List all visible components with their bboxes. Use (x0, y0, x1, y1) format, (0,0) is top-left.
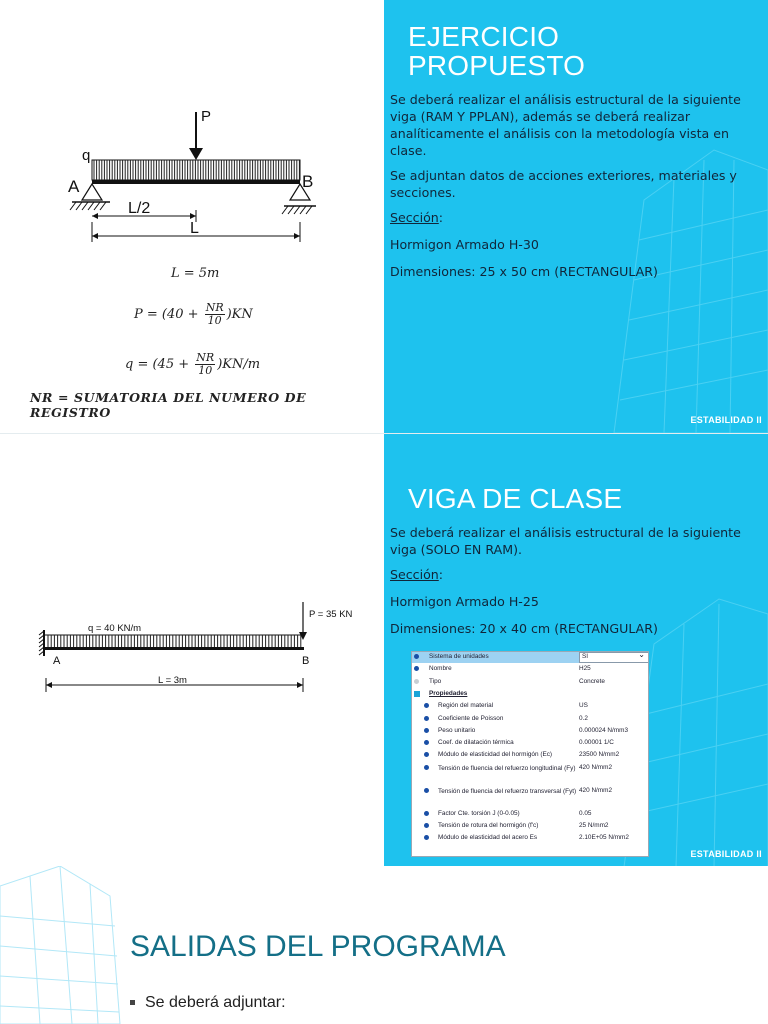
property-row[interactable] (412, 664, 648, 675)
label-span: L = 3m (158, 675, 187, 686)
property-key: Sistema de unidades (429, 653, 489, 660)
property-key: Factor Cte. torsión J (0-0.05) (438, 809, 520, 817)
slide1-title: EJERCICIO PROPUESTO (408, 21, 586, 81)
slide-ejercicio-propuesto (0, 0, 768, 433)
slide2-section-heading: Sección: (390, 567, 444, 582)
property-key: Coeficiente de Poisson (438, 714, 504, 722)
property-row[interactable] (412, 738, 648, 749)
property-row[interactable] (412, 701, 648, 712)
property-value: Concrete (579, 677, 605, 685)
property-value: H25 (579, 665, 591, 673)
property-value: 420 N/mm2 (579, 786, 613, 794)
slide2-body (390, 524, 754, 645)
property-row[interactable] (412, 689, 648, 700)
property-key: Peso unitario (438, 726, 476, 734)
property-value: US (579, 702, 588, 710)
bullet-icon (424, 765, 429, 770)
slide1-paragraph-2: Se adjuntan datos de acciones exteriores, materiales y secciones. (390, 168, 737, 200)
beam-diagram-simply-supported (0, 0, 384, 250)
slide1-dimensions: Dimensiones: 25 x 50 cm (RECTANGULAR) (390, 264, 658, 279)
slide2-title: VIGA DE CLASE (408, 483, 623, 514)
property-value: 0.000024 N/mm3 (579, 726, 629, 734)
slide3-bullet (130, 994, 286, 1012)
property-row[interactable] (412, 677, 648, 688)
property-key: Tensión de rotura del hormigón (f'c) (438, 822, 539, 829)
bullet-icon (414, 679, 419, 684)
formula-load-q: q = (45 + $\frac{NR}{10}$ )KN/m (125, 351, 261, 377)
property-value: 0.05 (579, 809, 592, 817)
property-row[interactable] (412, 821, 648, 832)
slide1-body (390, 91, 754, 288)
bullet-icon (424, 703, 429, 708)
collapse-icon[interactable] (414, 691, 420, 697)
slide1-material: Hormigon Armado H-30 (390, 237, 539, 252)
slide2-material: Hormigon Armado H-25 (390, 594, 539, 609)
label-p-value: P = 35 KN (309, 609, 353, 620)
property-value: 0.00001 1/C (579, 739, 614, 747)
label-q-value: q = 40 KN/m (88, 623, 142, 634)
property-row[interactable] (412, 652, 648, 663)
bullet-icon (424, 740, 429, 745)
label-span: L (190, 220, 199, 237)
property-row[interactable] (412, 786, 648, 808)
property-value: 2.10E+05 N/mm2 (579, 834, 629, 842)
slide-salidas-del-programa (0, 866, 768, 1024)
property-key: Propiedades (429, 689, 468, 697)
bullet-icon (424, 823, 429, 828)
property-value: 23500 N/mm2 (579, 751, 620, 759)
formula-length: L = 5m (171, 266, 220, 281)
bullet-icon (130, 1000, 135, 1005)
formula-load-p: P = (40 + $\frac{NR}{10}$ )KN (134, 301, 253, 327)
property-value: 25 N/mm2 (579, 822, 609, 829)
slide2-footer: ESTABILIDAD II (690, 849, 762, 859)
label-q: q (82, 147, 91, 164)
slide3-bullet-text: Se deberá adjuntar: (145, 994, 286, 1011)
bullet-icon (424, 728, 429, 733)
bullet-icon (414, 666, 419, 671)
property-key: Nombre (429, 665, 452, 673)
bullet-icon (424, 811, 429, 816)
property-value[interactable]: SI (579, 652, 649, 663)
distributed-load-q (92, 160, 300, 180)
property-value: 0.2 (579, 714, 588, 722)
property-key: Coef. de dilatación térmica (438, 739, 514, 747)
material-properties-table (411, 651, 649, 857)
chevron-down-icon[interactable]: ⌄ (638, 651, 645, 659)
label-a: A (53, 655, 61, 667)
slide1-footer: ESTABILIDAD II (690, 415, 762, 425)
slide2-dimensions: Dimensiones: 20 x 40 cm (RECTANGULAR) (390, 621, 658, 636)
slide2-right-panel (384, 434, 768, 867)
formula-nr-definition: NR = SUMATORIA DEL NUMERO DE REGISTRO (30, 390, 307, 420)
slide2-left-panel (0, 434, 384, 867)
property-key: Tensión de fluencia del refuerzo longitudinal (Fy) (438, 764, 576, 772)
label-b: B (302, 655, 310, 667)
distributed-load-q-40 (45, 635, 303, 647)
property-key: Módulo de elasticidad del acero Es (438, 834, 538, 842)
slide1-paragraph-1: Se deberá realizar el análisis estructural de la siguiente viga (RAM Y PPLAN), además se deberá realizar analíticamente el análisis con la metodología vista en clase. (390, 92, 741, 158)
property-row[interactable] (412, 726, 648, 737)
bullet-icon (424, 835, 429, 840)
property-key: Módulo de elasticidad del hormigón (Ec) (438, 751, 553, 759)
property-key: Tensión de fluencia del refuerzo transversal (Fyt) (438, 787, 577, 795)
beam-diagram-cantilever (0, 434, 384, 867)
label-p: P (201, 108, 212, 125)
slide2-paragraph-1: Se deberá realizar el análisis estructural de la siguiente viga (SOLO EN RAM). (390, 525, 741, 557)
label-b: B (302, 172, 314, 191)
bullet-icon (424, 788, 429, 793)
property-row[interactable] (412, 714, 648, 725)
label-a: A (68, 177, 80, 196)
building-watermark (0, 866, 130, 1024)
slide1-section-heading: Sección: (390, 210, 444, 225)
property-key: Tipo (429, 677, 442, 685)
property-key: Región del material (438, 702, 494, 710)
bullet-icon (424, 752, 429, 757)
property-row[interactable] (412, 763, 648, 785)
slide3-title: SALIDAS DEL PROGRAMA (130, 930, 506, 963)
property-row[interactable] (412, 809, 648, 820)
slide1-left-panel (0, 0, 384, 433)
property-row[interactable] (412, 833, 648, 844)
slide1-right-panel (384, 0, 768, 433)
property-value: 420 N/mm2 (579, 763, 613, 771)
bullet-icon (424, 716, 429, 721)
property-row[interactable] (412, 750, 648, 761)
slide-viga-de-clase (0, 433, 768, 867)
label-half-span: L/2 (128, 200, 151, 217)
bullet-icon (414, 654, 419, 659)
